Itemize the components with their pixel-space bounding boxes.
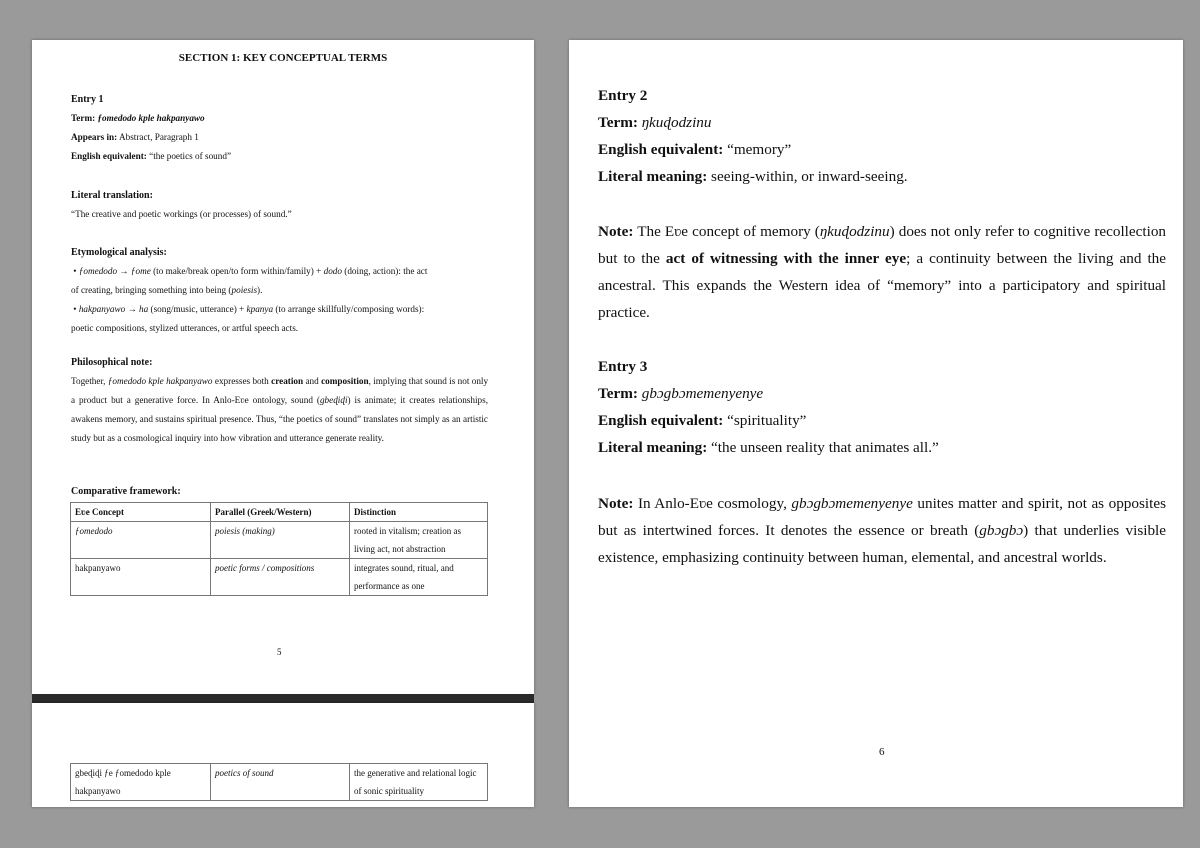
entry-1-english: English equivalent: “the poetics of sound” — [71, 151, 232, 161]
section-title: SECTION 1: KEY CONCEPTUAL TERMS — [178, 52, 388, 64]
table-cell: poiesis (making) — [215, 526, 275, 536]
table-row — [71, 522, 488, 559]
entry-2-term: Term: ŋkuɖodzinu — [598, 114, 712, 131]
entry-3-note: Note: In Anlo-Eʋe cosmology, gbɔgbɔmemenyenye unites matter and spirit, not as opposites but as intertwined forces. It denotes the essence or breath (gbɔgbɔ) that underlies visible existence, emphasizing continuity between human, elemental, and ancestral worlds. — [598, 495, 1167, 566]
table-cell: rooted in vitalism; creation as living act, not abstraction — [350, 522, 488, 559]
table-cell: poetic forms / compositions — [215, 563, 315, 573]
table-cell: hakpanyawo — [71, 559, 211, 596]
table-cell: ƒomedodo — [75, 526, 113, 536]
entry-1-block — [71, 90, 488, 166]
philosophical-note-text: Together, ƒomedodo kple hakpanyawo expresses both creation and composition, implying that sound is not only a product but a generative force. In Anlo-Eʋe ontology, sound (gbeɖiɖi) is animate; it creates relationships, awakens memory, and sustains spiritual presence. Thus, “the poetics of sound” translates not simply as an artistic study but as a cosmological inquiry into how vibration and utterance generate reality. — [71, 376, 489, 443]
table-header-cell: Distinction — [350, 503, 488, 522]
etymology-item-1: • ƒomedodo → ƒome (to make/break open/to form within/family) + dodo (doing, action): the act — [71, 266, 428, 276]
table-row — [71, 764, 488, 801]
table-cell: gbeɖiɖi ƒe ƒomedodo kple hakpanyawo — [71, 764, 211, 801]
table-cell: poetics of sound — [215, 768, 274, 778]
entry-2-english: English equivalent: “memory” — [598, 141, 792, 158]
literal-translation-block: Literal translation: “The creative and poetic workings (or processes) of sound.” — [71, 186, 488, 224]
entry-2-literal: Literal meaning: seeing-within, or inward-seeing. — [598, 168, 908, 185]
page-number-left: 5 — [277, 647, 282, 657]
philosophical-note-block: Philosophical note: Together, ƒomedodo kple hakpanyawo expresses both creation and composition, implying that sound is not only a product but a generative force. In Anlo-Eʋe ontology, sound (gbeɖiɖi) is animate; it creates relationships, awakens memory, and sustains spiritual presence. Thus, “the poetics of sound” translates not simply as an artistic study but as a cosmological inquiry into how vibration and utterance generate reality. — [71, 353, 488, 448]
etymology-item-2: • hakpanyawo → ha (song/music, utterance) + kpanya (to arrange skillfully/composing words): — [71, 304, 425, 314]
table-row — [71, 559, 488, 596]
entry-1-term-value: ƒomedodo kple hakpanyawo — [97, 113, 205, 123]
comparative-table — [70, 502, 488, 596]
table-cell: the generative and relational logic of sonic spirituality — [350, 764, 488, 801]
right-page — [569, 40, 1183, 807]
page-divider — [32, 694, 534, 703]
page-number-right: 6 — [879, 746, 885, 758]
entry-1-appears: Appears in: Abstract, Paragraph 1 — [71, 132, 199, 142]
literal-translation-text: “The creative and poetic workings (or processes) of sound.” — [71, 209, 292, 219]
comparative-framework-heading: Comparative framework: — [71, 486, 181, 497]
entry-3-term: Term: gbɔgbɔmemenyenye — [598, 385, 764, 402]
entry-2-heading: Entry 2 — [598, 87, 648, 104]
table-header-cell: Eʋe Concept — [71, 503, 211, 522]
left-page — [32, 40, 534, 694]
table-header-row — [71, 503, 488, 522]
entry-3-literal: Literal meaning: “the unseen reality that animates all.” — [598, 439, 939, 456]
entry-3-english: English equivalent: “spirituality” — [598, 412, 807, 429]
entry-3-heading: Entry 3 — [598, 358, 648, 375]
entry-1-heading: Entry 1 — [71, 94, 104, 105]
entry-3-block — [598, 353, 1166, 461]
left-page-continued — [32, 703, 534, 807]
table-cell: integrates sound, ritual, and performance as one — [350, 559, 488, 596]
entry-2-note: Note: The Eʋe concept of memory (ŋkuɖodzinu) does not only refer to cognitive recollection but to the act of witnessing with the inner eye; a continuity between the living and the ancestral. This expands the Western idea of “memory” into a participatory and spiritual practice. — [598, 223, 1167, 321]
entry-1-term: Term: ƒomedodo kple hakpanyawo — [71, 113, 205, 123]
comparative-table-continued — [70, 763, 488, 801]
table-header-cell: Parallel (Greek/Western) — [211, 503, 350, 522]
entry-2-block — [598, 82, 1166, 190]
etymology-block: Etymological analysis: • ƒomedodo → ƒome (to make/break open/to form within/family) + dodo (doing, action): the act of creating, bringing something into being (poiesis). • hakpanyawo → ha (song/music, utterance) + kpanya (to arrange skillfully/composing words): poetic compositions, stylized utterances, or artful speech acts. — [71, 243, 488, 338]
